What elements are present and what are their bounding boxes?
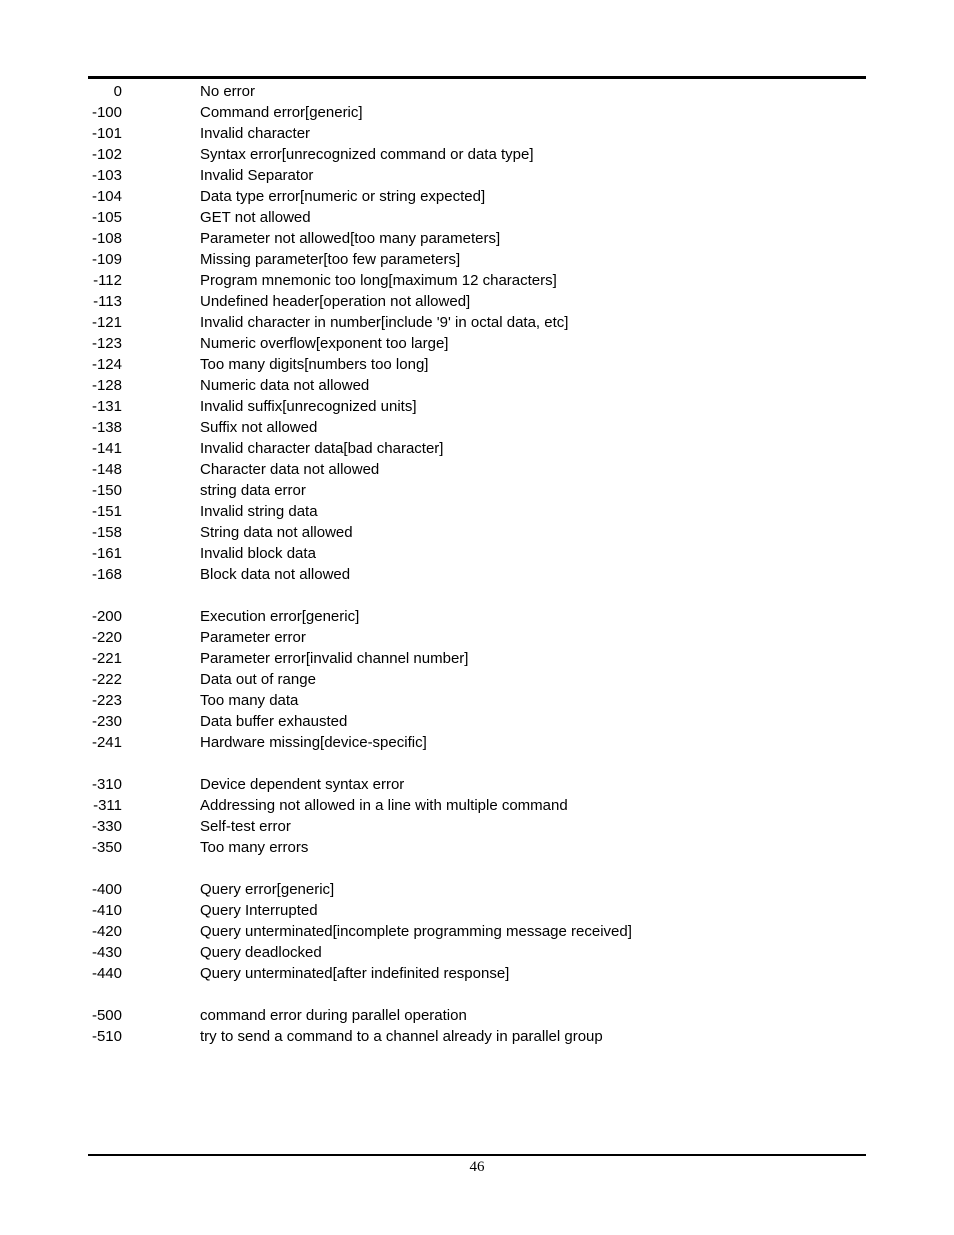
error-description: Syntax error[unrecognized command or data type]: [200, 146, 534, 163]
error-code: -420: [91, 923, 122, 940]
error-description: Block data not allowed: [200, 566, 351, 583]
error-description: Invalid suffix[unrecognized units]: [200, 398, 417, 415]
error-description: string data error: [200, 482, 306, 499]
error-row: [88, 543, 866, 564]
error-code: -150: [91, 482, 122, 499]
error-code: -350: [91, 839, 122, 856]
error-row: [88, 228, 866, 249]
error-row: [88, 102, 866, 123]
error-code-list: [88, 81, 866, 1047]
error-code: -113: [93, 293, 122, 310]
error-row: [88, 669, 866, 690]
error-code: -222: [91, 671, 122, 688]
error-code: -102: [91, 146, 122, 163]
error-code: -330: [91, 818, 122, 835]
error-row: [88, 564, 866, 585]
error-code: -141: [91, 440, 122, 457]
error-row: [88, 1005, 866, 1026]
error-code: -100: [91, 104, 122, 121]
error-description: Addressing not allowed in a line with multiple command: [200, 797, 568, 814]
error-code: -138: [91, 419, 122, 436]
error-code: -101: [91, 125, 122, 142]
error-code: -124: [91, 356, 122, 373]
error-row: [88, 333, 866, 354]
error-code: -310: [91, 776, 122, 793]
error-code: -230: [91, 713, 122, 730]
error-row: [88, 81, 866, 102]
error-row: [88, 291, 866, 312]
error-description: Data type error[numeric or string expected]: [200, 188, 486, 205]
error-code: -241: [91, 734, 122, 751]
error-row: [88, 648, 866, 669]
error-row: [88, 375, 866, 396]
error-description: Data buffer exhausted: [200, 713, 348, 730]
error-description: Self-test error: [200, 818, 291, 835]
error-description: Execution error[generic]: [200, 608, 360, 625]
error-description: GET not allowed: [200, 209, 311, 226]
error-row: [88, 816, 866, 837]
error-code: -430: [91, 944, 122, 961]
error-code: -220: [91, 629, 122, 646]
error-row: [88, 165, 866, 186]
error-code: -168: [91, 566, 122, 583]
error-description: Suffix not allowed: [200, 419, 318, 436]
error-row: [88, 921, 866, 942]
error-row: [88, 207, 866, 228]
error-row: [88, 732, 866, 753]
error-code: -221: [91, 650, 122, 667]
error-row: [88, 837, 866, 858]
error-description: Invalid character: [200, 125, 311, 142]
error-row: [88, 354, 866, 375]
error-row: [88, 1026, 866, 1047]
error-code: -112: [93, 272, 122, 289]
error-row: [88, 984, 866, 1005]
error-description: Missing parameter[too few parameters]: [200, 251, 461, 268]
error-description: Invalid character data[bad character]: [200, 440, 444, 457]
error-row: [88, 753, 866, 774]
error-row: [88, 879, 866, 900]
error-code: -108: [91, 230, 122, 247]
error-row: [88, 690, 866, 711]
error-code: -121: [91, 314, 122, 331]
error-row: [88, 606, 866, 627]
error-row: [88, 963, 866, 984]
error-code: -158: [91, 524, 122, 541]
error-description: Numeric overflow[exponent too large]: [200, 335, 449, 352]
error-code: -161: [91, 545, 122, 562]
bottom-rule: [88, 1154, 866, 1156]
error-description: Program mnemonic too long[maximum 12 characters]: [200, 272, 557, 289]
error-code: -148: [91, 461, 122, 478]
page-number: 46: [469, 1159, 485, 1175]
error-row: [88, 795, 866, 816]
error-row: [88, 417, 866, 438]
error-description: Device dependent syntax error: [200, 776, 405, 793]
error-code: -400: [91, 881, 122, 898]
error-code: -109: [91, 251, 122, 268]
error-code: 0: [113, 83, 122, 100]
error-description: String data not allowed: [200, 524, 353, 541]
error-row: [88, 123, 866, 144]
error-row: [88, 501, 866, 522]
error-description: Parameter not allowed[too many parameters]: [200, 230, 501, 247]
error-description: Invalid block data: [200, 545, 316, 562]
error-description: Invalid string data: [200, 503, 318, 520]
error-row: [88, 585, 866, 606]
error-description: Parameter error[invalid channel number]: [200, 650, 469, 667]
error-code: -410: [91, 902, 122, 919]
error-description: Invalid character in number[include '9' in octal data, etc]: [200, 314, 569, 331]
error-code: -105: [91, 209, 122, 226]
error-row: [88, 627, 866, 648]
error-description: Character data not allowed: [200, 461, 380, 478]
error-code: -223: [91, 692, 122, 709]
error-description: Parameter error: [200, 629, 306, 646]
error-description: command error during parallel operation: [200, 1007, 467, 1024]
error-description: Hardware missing[device-specific]: [200, 734, 427, 751]
error-row: [88, 249, 866, 270]
error-description: Query Interrupted: [200, 902, 318, 919]
error-row: [88, 711, 866, 732]
error-description: Query error[generic]: [200, 881, 335, 898]
error-code: -128: [91, 377, 122, 394]
error-description: Too many errors: [200, 839, 309, 856]
error-row: [88, 396, 866, 417]
error-code: -131: [91, 398, 122, 415]
error-code: -311: [93, 797, 122, 814]
error-code: -151: [91, 503, 122, 520]
error-row: [88, 480, 866, 501]
error-description: Query unterminated[incomplete programming message received]: [200, 923, 632, 940]
error-description: try to send a command to a channel already in parallel group: [200, 1028, 603, 1045]
error-description: Query unterminated[after indefinited response]: [200, 965, 510, 982]
error-code: -440: [91, 965, 122, 982]
error-row: [88, 942, 866, 963]
error-row: [88, 270, 866, 291]
error-description: Too many data: [200, 692, 299, 709]
error-description: Numeric data not allowed: [200, 377, 370, 394]
error-row: [88, 438, 866, 459]
top-rule: [88, 76, 866, 79]
error-row: [88, 459, 866, 480]
error-code: -200: [91, 608, 122, 625]
error-row: [88, 186, 866, 207]
error-code: -104: [91, 188, 122, 205]
error-row: [88, 858, 866, 879]
error-row: [88, 312, 866, 333]
error-description: Command error[generic]: [200, 104, 363, 121]
error-code: -500: [91, 1007, 122, 1024]
error-description: Undefined header[operation not allowed]: [200, 293, 471, 310]
error-row: [88, 522, 866, 543]
error-row: [88, 900, 866, 921]
error-description: Invalid Separator: [200, 167, 314, 184]
error-description: No error: [200, 83, 256, 100]
error-code: -123: [91, 335, 122, 352]
error-row: [88, 774, 866, 795]
error-code: -103: [91, 167, 122, 184]
error-description: Data out of range: [200, 671, 316, 688]
error-code: -510: [91, 1028, 122, 1045]
error-description: Too many digits[numbers too long]: [200, 356, 429, 373]
error-description: Query deadlocked: [200, 944, 322, 961]
error-row: [88, 144, 866, 165]
